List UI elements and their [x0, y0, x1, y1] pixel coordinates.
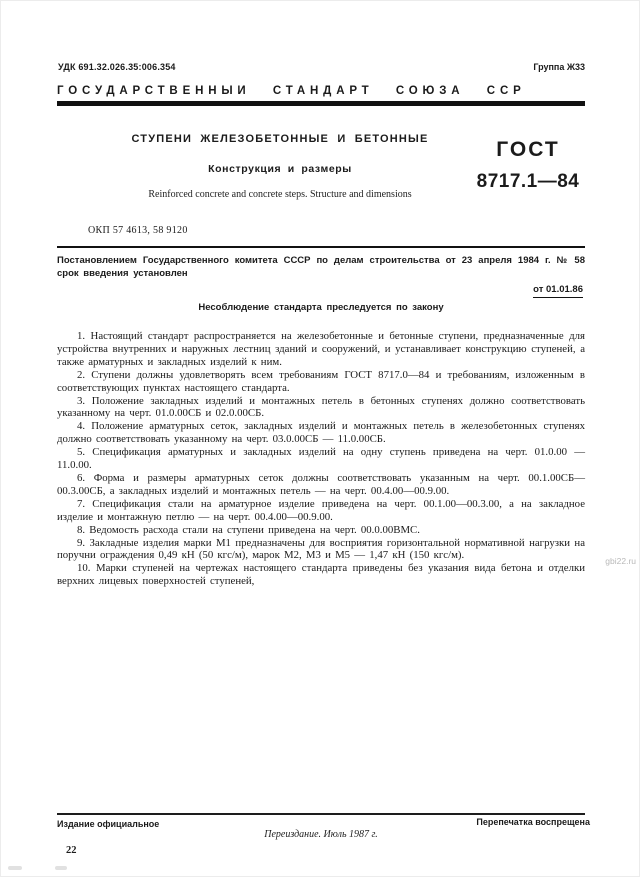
decree-text: Постановлением Государственного комитета СССР по делам строительства от 23 апреля 1984 г. № 58 срок введения установлен	[57, 255, 585, 279]
clause-5: 5. Спецификация арматурных и закладных изделий на одну ступень приведена на черт. 01.0.00 — 11.0.00.	[57, 446, 585, 472]
no-reprint-label: Перепечатка воспрещена	[476, 817, 590, 827]
clause-4: 4. Положение арматурных сеток, закладных изделий и монтажных петель в железобетонных ступенях должно соответствовать указанному на черт. 03.0.00СБ — 11.0.00СБ.	[57, 420, 585, 446]
scan-smudge	[8, 866, 22, 870]
clause-10: 10. Марки ступеней на чертежах настоящего стандарта приведены без указания вида бетона и отделки верхних лицевых поверхностей ступеней,	[57, 562, 585, 588]
clause-2: 2. Ступени должны удовлетворять всем требованиям ГОСТ 8717.0—84 и требованиям, изложенным в соответствующих пунктах настоящего стандарта.	[57, 368, 585, 394]
clause-7: 7. Спецификация стали на арматурное изделие приведена на черт. 00.1.00—00.3.00, а на закладное изделие и монтажную петлю — на черт. 00.4.00—00.9.00.	[57, 497, 585, 523]
clause-8: 8. Ведомость расхода стали на ступени приведена на черт. 00.0.00ВМС.	[77, 523, 420, 536]
official-edition-label: Издание официальное	[57, 819, 160, 829]
gost-designation	[468, 138, 588, 193]
gost-label: ГОСТ	[496, 138, 560, 161]
clause-3: 3. Положение закладных изделий и монтажных петель в бетонных ступенях должно соответствовать указанному на черт. 01.0.00СБ и 02.0.00СБ.	[57, 394, 585, 420]
header-divider-bar	[57, 101, 585, 106]
state-standard-header: ГОСУДАРСТВЕННЫЙ СТАНДАРТ СОЮЗА ССР	[57, 85, 526, 97]
top-rule	[57, 246, 585, 248]
footer-rule	[57, 813, 585, 815]
site-watermark: gbi22.ru	[605, 556, 636, 566]
clause-6: 6. Форма и размеры арматурных сеток должны соответствовать указанным на черт. 00.1.00СБ— 00.3.00СБ, а закладных изделий и монтажных петель — на черт. 00.4.00—00.9.00.	[57, 471, 585, 497]
document-title-ru: СТУПЕНИ ЖЕЛЕЗОБЕТОННЫЕ И БЕТОННЫЕ	[131, 133, 429, 145]
document-title-en: Reinforced concrete and concrete steps. Structure and dimensions	[148, 189, 412, 200]
effective-date: от 01.01.86	[533, 284, 583, 298]
page-number: 22	[66, 845, 77, 856]
gost-number: 8717.1—84	[476, 171, 580, 192]
title-block	[90, 133, 470, 200]
clause-1: 1. Настоящий стандарт распространяется на железобетонные и бетонные ступени, предназначенные для устройства внутренних и наружных лестниц зданий и сооружений, и устанавливает конструкцию ступеней, а также арматурных и закладных изделий к ним.	[57, 330, 585, 368]
reprint-note: Переиздание. Июль 1987 г.	[264, 829, 378, 840]
udk-code: УДК 691.32.026.35:006.354	[58, 62, 176, 72]
group-code: Группа Ж33	[533, 62, 585, 72]
scan-smudge	[55, 866, 67, 870]
clause-9: 9. Закладные изделия марки М1 предназначены для восприятия горизонтальной нормативной нагрузки на поручни ограждения 0,49 кН (50 кгс/м), марок М2, М3 и М5 — 1,47 кН (150 кгс/м).	[57, 536, 585, 562]
okp-codes: ОКП 57 4613, 58 9120	[88, 225, 188, 236]
law-enforcement-line: Несоблюдение стандарта преследуется по закону	[198, 302, 444, 313]
standard-body	[57, 330, 585, 588]
document-subtitle-ru: Конструкция и размеры	[208, 163, 352, 175]
